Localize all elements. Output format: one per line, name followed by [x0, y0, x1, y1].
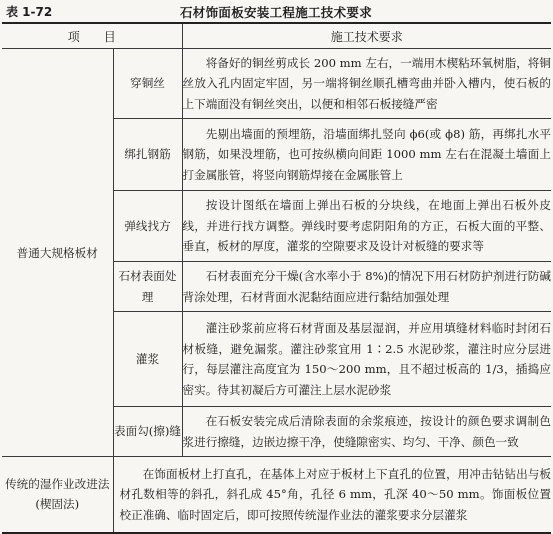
requirement-cell: 灌注砂浆前应将石材背面及基层湿润，并应用填缝材料临时封闭石材板缝，避免漏浆。灌注砂浆宜用 1∶2.5 水泥砂浆，灌注时应分层进行，每层灌注高度宜为 150～200 mm，且不超过板高的 1/3，插捣应密实。待其初凝后方可灌注上层水泥砂浆	[182, 312, 551, 407]
requirement-cell: 在石板安装完成后清除表面的余浆痕迹，按设计的颜色要求调制色浆进行擦缝，边嵌边擦干净，使缝隙密实、均匀、干净、颜色一致	[182, 407, 551, 457]
table-number: 表 1-72	[6, 5, 53, 19]
item-cell: 石材表面处理	[113, 262, 182, 312]
header-item: 项 目	[2, 23, 182, 49]
item-cell: 绑扎钢筋	[113, 119, 182, 191]
requirement-cell: 石材表面充分干燥(含水率小于 8%)的情况下用石材防护剂进行防碱背涂处理，石材背面水泥黏结面应进行黏结加强处理	[182, 262, 551, 312]
requirement-cell: 在饰面板材上打直孔，在基体上对应于板材上下直孔的位置，用冲击钻钻出与板材孔数相等的斜孔，斜孔成 45°角，孔径 6 mm，孔深 40～50 mm。饰面板位置校正准确、临时固定后，即可按照传统湿作业法的灌浆要求分层灌浆	[113, 457, 551, 533]
spec-table	[2, 22, 551, 534]
table-caption	[0, 0, 553, 20]
item-cell: 灌浆	[113, 312, 182, 407]
category-cell: 传统的湿作业改进法(楔固法)	[2, 457, 113, 533]
item-cell: 弹线找方	[113, 191, 182, 262]
item-cell: 表面勾(擦)缝	[113, 407, 182, 457]
requirement-cell: 先剔出墙面的预埋筋，沿墙面绑扎竖向 ϕ6(或 ϕ8) 筋，再绑扎水平钢筋，如果没埋筋，也可按纵横向间距 1000 mm 左右在混凝土墙面上打金属胀管，将竖向钢筋焊接在金属胀管上	[182, 119, 551, 191]
item-cell: 穿铜丝	[113, 49, 182, 119]
requirement-cell: 按设计图纸在墙面上弹出石板的分块线，在地面上弹出石板外皮线，并进行找方调整。弹线时要考虑阴阳角的方正，石板大面的平整、垂直，板材的厚度，灌浆的空隙要求及设计对板缝的要求等	[182, 191, 551, 262]
table-title: 石材饰面板安装工程施工技术要求	[180, 5, 373, 20]
table-header-row	[2, 23, 551, 49]
table-row	[2, 457, 551, 533]
header-requirement: 施工技术要求	[182, 23, 551, 49]
requirement-cell: 将备好的铜丝剪成长 200 mm 左右，一端用木楔粘环氧树脂，将铜丝放入孔内固定牢固，另一端将铜丝顺孔槽弯曲并卧入槽内，使石板的上下端面没有铜丝突出，以便和相邻石板接缝严密	[182, 49, 551, 119]
category-cell: 普通大规格板材	[2, 49, 113, 457]
table-row	[2, 49, 551, 119]
